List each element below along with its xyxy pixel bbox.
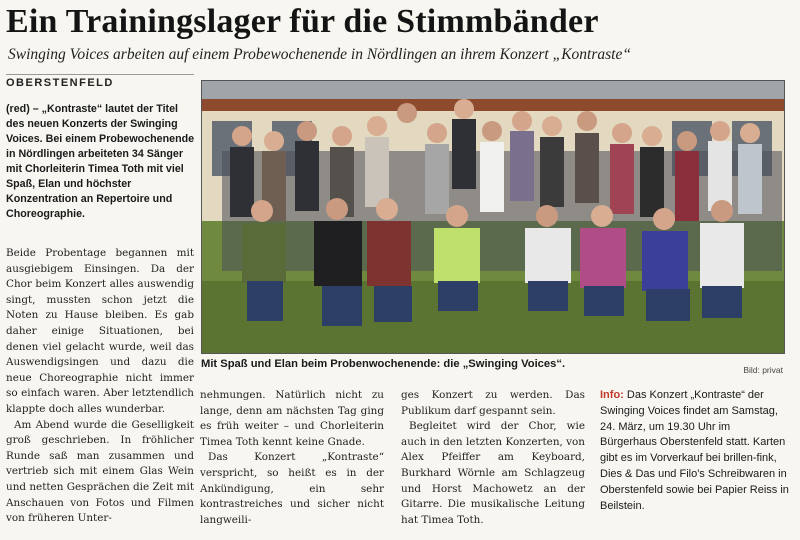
info-box	[600, 388, 790, 514]
body-column-2	[200, 388, 384, 528]
dateline: OBERSTENFELD	[6, 74, 194, 89]
body-column-3	[401, 388, 585, 528]
photo-credit: Bild: privat	[743, 365, 783, 375]
group-photo	[201, 80, 785, 354]
lead-paragraph: (red) – „Kontraste“ lautet der Titel des neuen Konzerts der Swinging Voices. Bei einem Probewochenende in Nördlingen arbeiteten 34 Sänger mit Chorleiterin Timea Toth mit viel Spaß, Elan und höchster Konzentration an Repertoire und Choreographie.	[6, 103, 195, 220]
headline: Ein Trainingslager für die Stimmbänder	[6, 3, 599, 40]
photo-caption: Mit Spaß und Elan beim Probenwochenende: die „Swinging Voices“.	[201, 358, 566, 370]
info-label: Info:	[600, 389, 624, 401]
paragraph: Beide Probentage begannen mit ausgiebigem Einsingen. Da der Chor beim Konzert alles auswendig singt, mussten schon jetzt die Noten zu Hause bleiben. Es gab daher einige Situationen, bei denen viel gelacht wurde, weil das Auswendigsingen und dazu die neue Choreographie nicht immer so einfach waren. Aber letztendlich klappte doch alles wunderbar.	[6, 247, 194, 415]
paragraph: Am Abend wurde die Geselligkeit groß geschrieben. In fröhlicher Runde saß man zusammen und vertrieb sich mit einem Glas Wein und netten Gesprächen die Zeit mit Anschauen von Fotos und Filmen von früheren Unter-	[6, 418, 194, 525]
body-column-1	[6, 246, 194, 527]
paragraph: Begleitet wird der Chor, wie auch in den letzten Konzerten, von Alex Pfeiffer am Keyboard, Burkhard Wörnle am Schlagzeug und Horst Machowetz an der Gitarre. Die musikalische Leitung hat Timea Toth.	[401, 420, 585, 526]
paragraph: Das Konzert „Kontraste“ verspricht, so heißt es in der Ankündigung, ein sehr kontrastreiches und sicher nicht langweili-	[200, 451, 384, 526]
subheadline: Swinging Voices arbeiten auf einem Probewochenende in Nördlingen an ihrem Konzert „Kontraste“	[8, 46, 631, 63]
paragraph: ges Konzert zu werden. Das Publikum darf gespannt sein.	[401, 389, 585, 417]
info-text: Das Konzert „Kontraste“ der Swinging Voices findet am Samstag, 24. März, um 19.30 Uhr im Bürgerhaus Oberstenfeld statt. Karten gibt es im Vorverkauf bei brillen-fink, Dies & Das und Filo's Schreibwaren in Oberstenfeld sowie bei Papier Reiss in Beilstein.	[600, 389, 789, 512]
paragraph: nehmungen. Natürlich nicht zu lange, denn am nächsten Tag ging es früh weiter – und Chorleiterin Timea Toth kennt keine Gnade.	[200, 389, 384, 448]
